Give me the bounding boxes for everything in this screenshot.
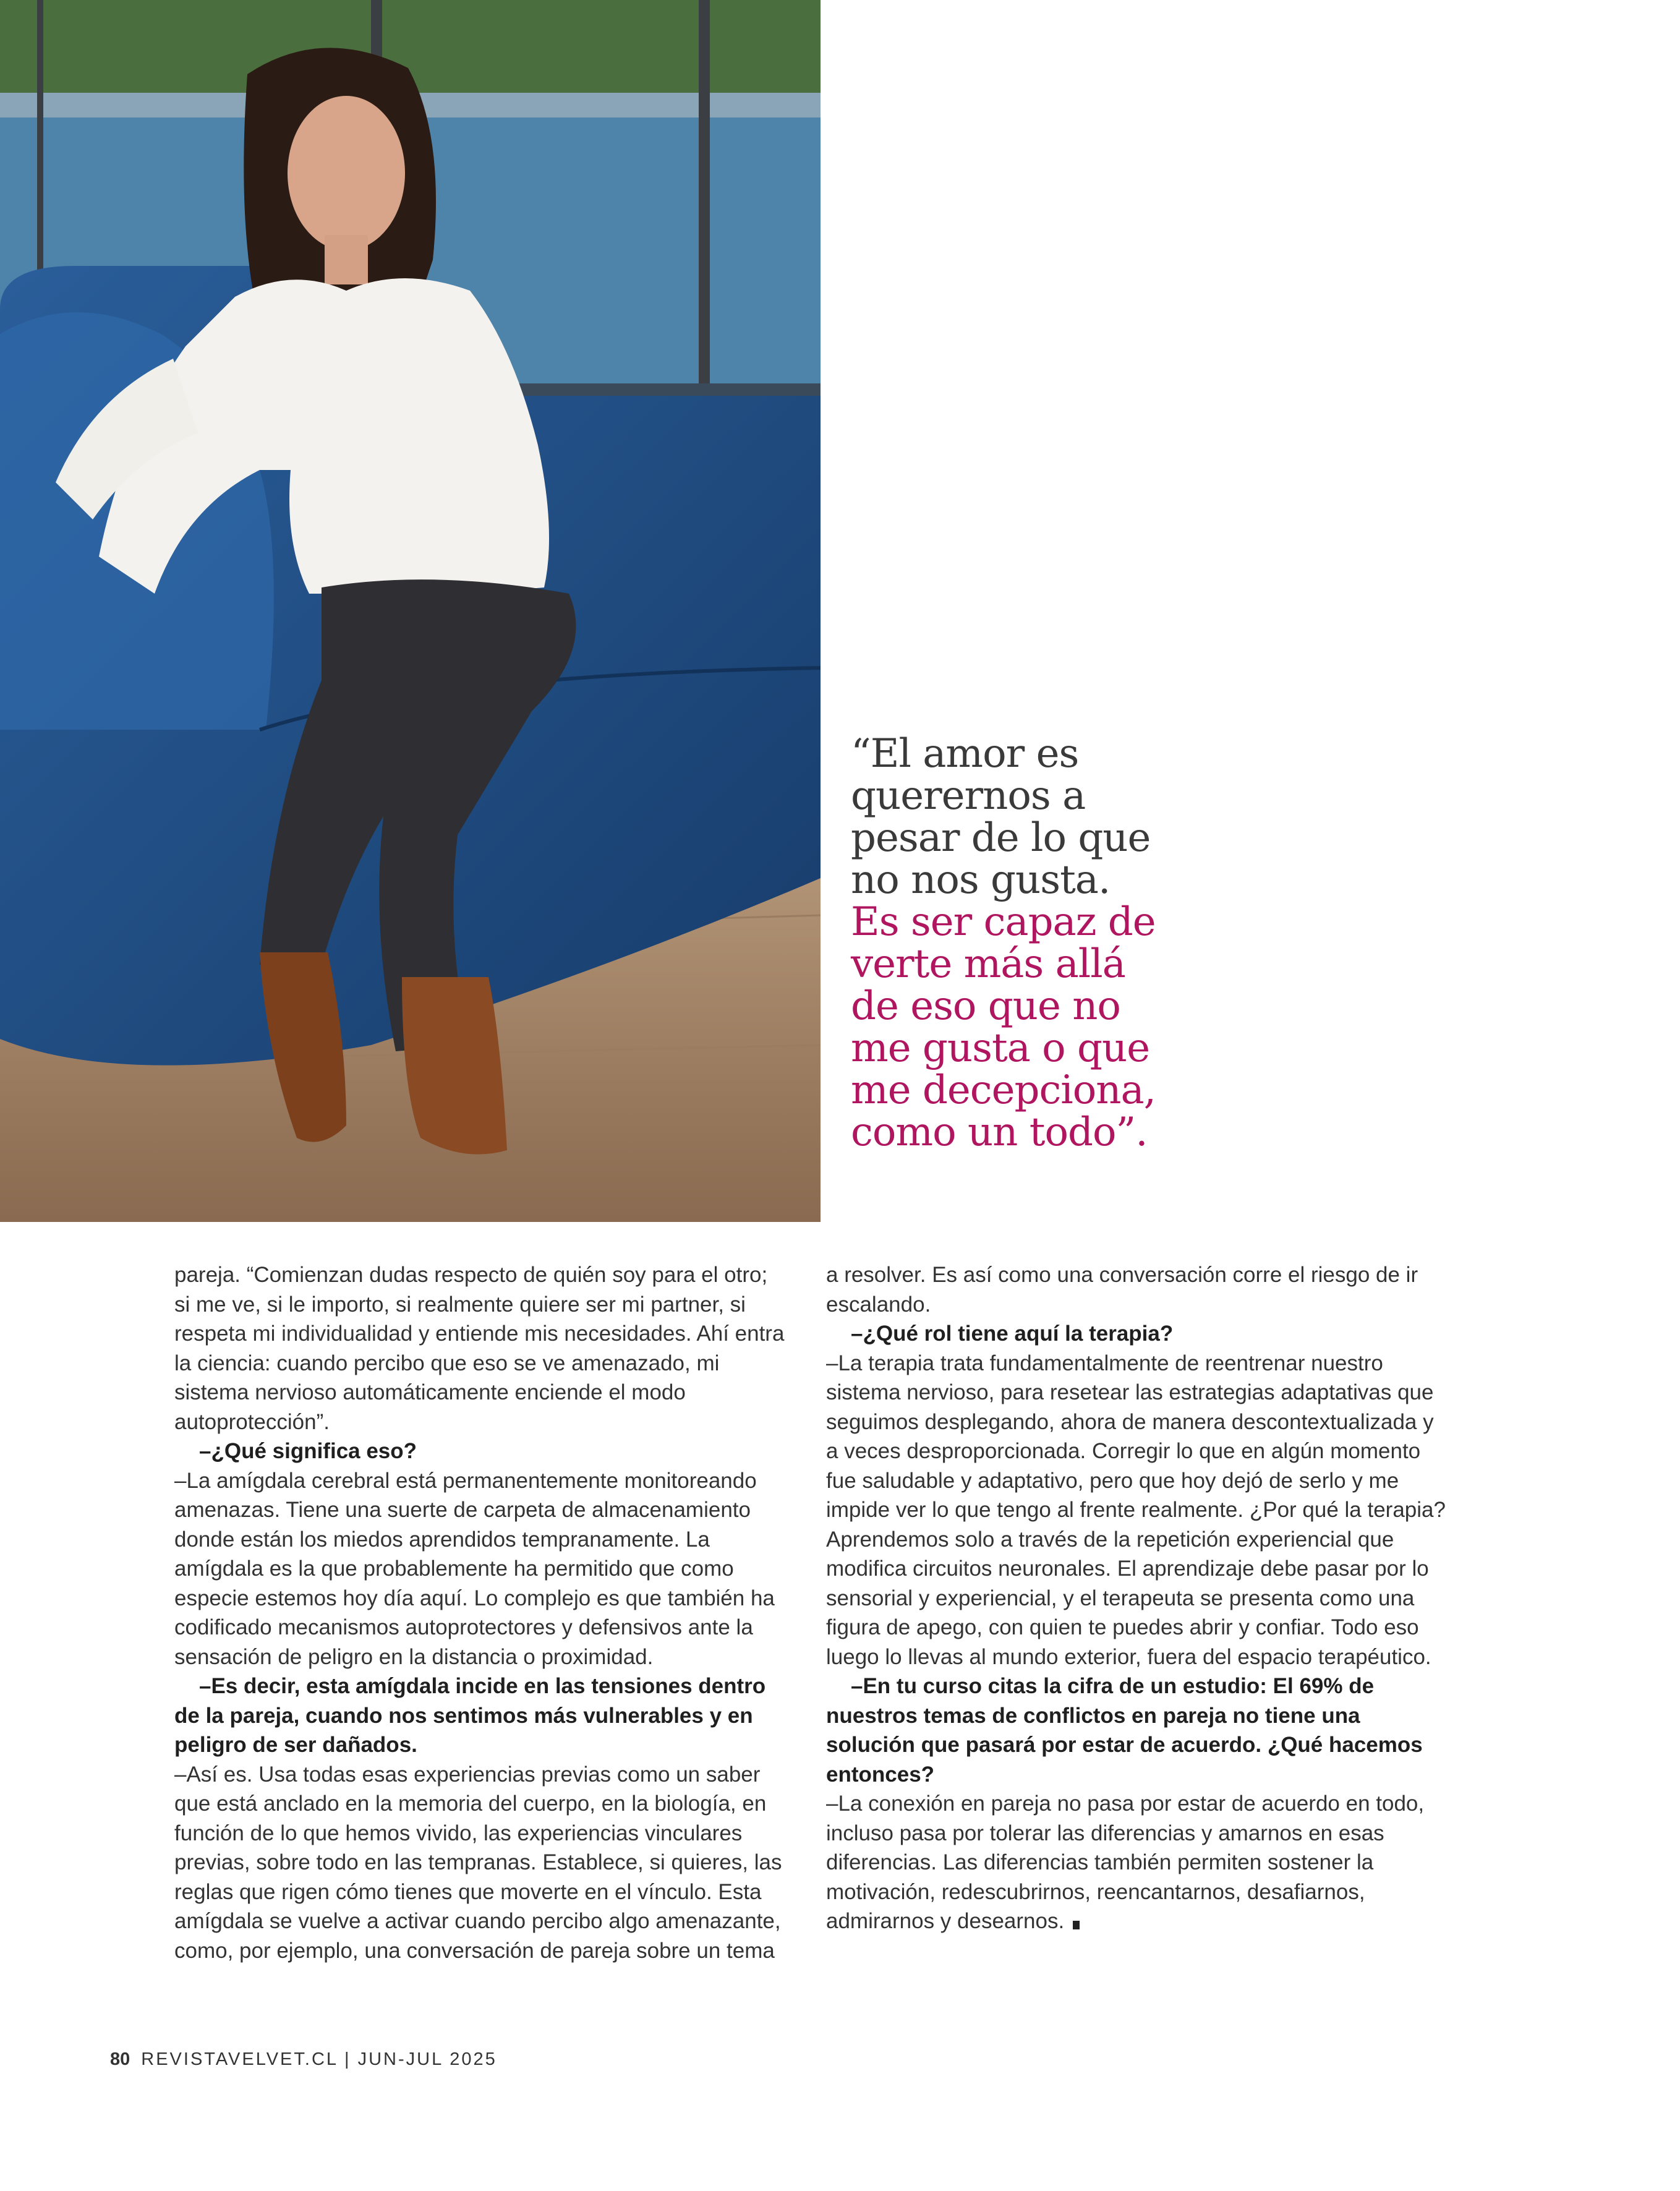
interview-question: –¿Qué rol tiene aquí la terapia? [851,1322,1174,1346]
photo-illustration [0,0,821,1222]
page-number: 80 [110,2049,130,2069]
final-answer-text: –La conexión en pareja no pasa por estar de acuerdo en todo, incluso pasa por tolerar las diferencias y amarnos en esas diferencias. Las diferencias también permiten sostener la motivación, redescubrirnos, reencantarnos, desafiarnos, admirarnos y desearnos. [826,1792,1425,1933]
pull-quote-dark: “El amor es querernos a pesar de lo que no nos gusta. [851,731,1151,903]
paragraph: a resolver. Es así como una conversación corre el riesgo de ir escalando. [826,1263,1418,1317]
pull-quote-accent: Es ser capaz de verte más allá de eso que no me gusta o que me decepciona, como un todo”. [851,899,1156,1155]
paragraph: pareja. “Comienzan dudas respecto de quién soy para el otro; si me ve, si le importo, si realmente quiere ser mi partner, si respeta mi individualidad y entiende mis necesidades. Ahí entra la ciencia: cuando percibo que eso se ve amenazado, mi sistema nervioso automáticamente enciende el modo autoprotección”. [174,1263,785,1434]
end-of-article-mark [1073,1921,1080,1929]
interview-question: –¿Qué significa eso? [199,1439,417,1463]
interview-answer: –La amígdala cerebral está permanentemente monitoreando amenazas. Tiene una suerte de carpeta de almacenamiento donde están los miedos aprendidos tempranamente. La amígdala es la que probablemente ha permitido que como especie estemos hoy día aquí. Lo complejo es que también ha codificado mecanismos autoprotectores y defensivos ante la sensación de peligro en la distancia o proximidad. [174,1468,775,1669]
interview-answer: –La terapia trata fundamentalmente de reentrenar nuestro sistema nervioso, para resetear las estrategias adaptativas que seguimos desplegando, ahora de manera descontextualizada y a veces desproporcionada. Corregir lo que en algún momento fue saludable y adaptativo, pero que hoy dejó de serlo y me impide ver lo que tengo al frente realmente. ¿Por qué la terapia? Aprendemos solo a través de la repetición experiencial que modifica circuitos neuronales. El aprendizaje debe pasar por lo sensorial y experiencial, y el terapeuta se presenta como una figura de apego, con quien te puedes abrir y confiar. Todo eso luego lo llevas al mundo exterior, fuera del espacio terapéutico. [826,1351,1446,1669]
page-footer [110,2049,497,2070]
interview-question: –Es decir, esta amígdala incide en las tensiones dentro de la pareja, cuando nos sentimos más vulnerables y en peligro de ser dañados. [174,1674,766,1757]
interview-answer: –Así es. Usa todas esas experiencias previas como un saber que está anclado en la memoria del cuerpo, en la biología, en función de lo que hemos vivido, las experiencias vinculares previas, sobre todo en las tempranas. Establece, si quieres, las reglas que rigen cómo tienes que moverte en el vínculo. Esta amígdala se vuelve a activar cuando percibo algo amenazante, como, por ejemplo, una conversación de pareja sobre un tema [174,1762,782,1963]
article-column-right [826,1260,1451,1936]
article-column-left [174,1260,787,1965]
face [288,96,405,250]
left-boot [402,977,507,1155]
interview-answer-final [826,1789,1451,1936]
pull-quote [851,733,1197,1153]
publication-info: REVISTAVELVET.CL | JUN-JUL 2025 [141,2049,497,2069]
portrait-photo [0,0,821,1222]
interview-question: –En tu curso citas la cifra de un estudio: El 69% de nuestros temas de conflictos en pareja no tiene una solución que pasará por estar de acuerdo. ¿Qué hacemos entonces? [826,1674,1423,1787]
